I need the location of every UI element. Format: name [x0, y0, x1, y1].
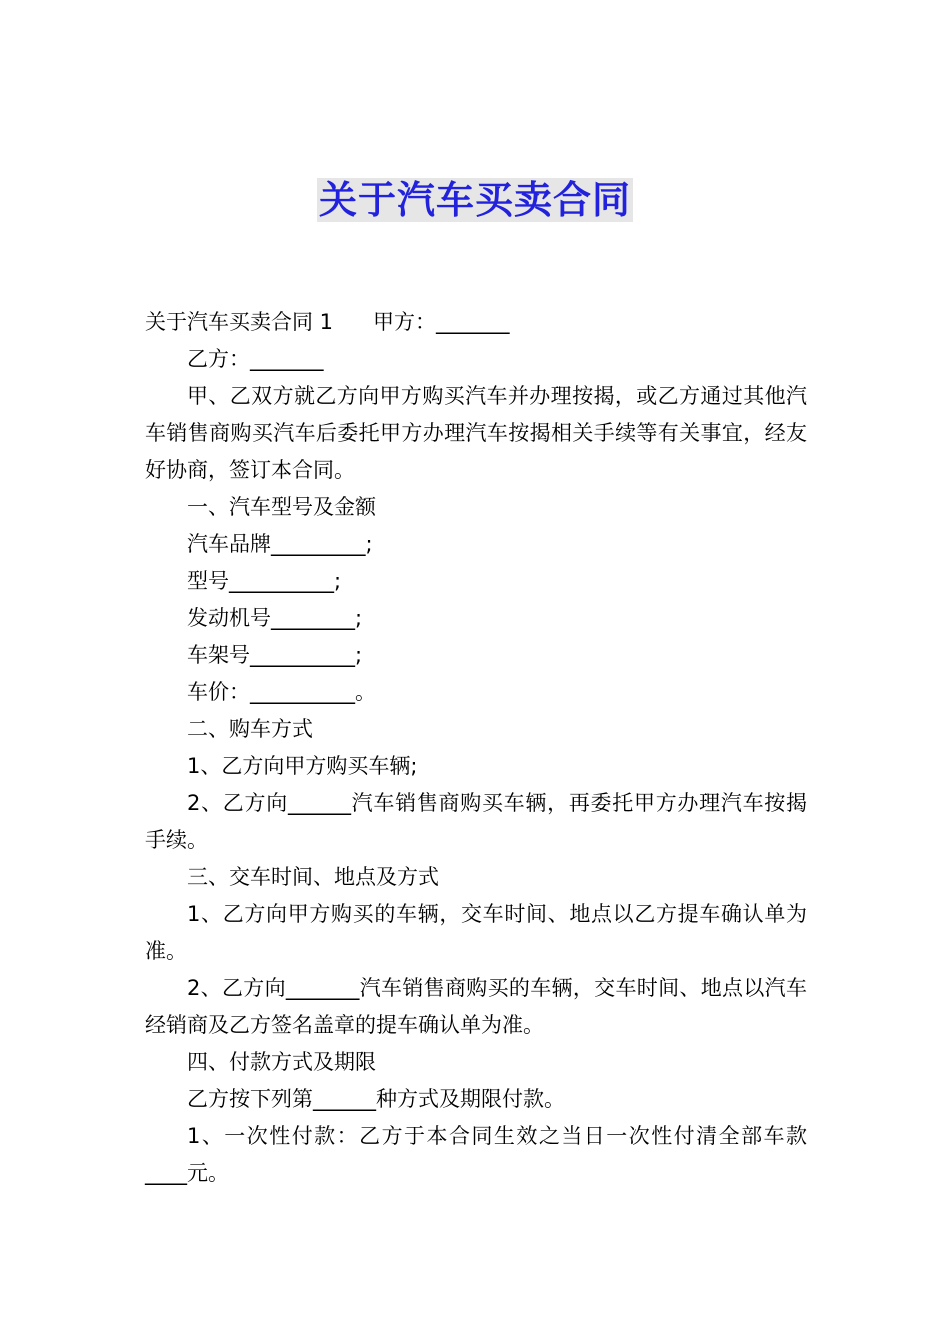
- delivery-clause-1: 1、乙方向甲方购买的车辆，交车时间、地点以乙方提车确认单为准。: [145, 902, 807, 963]
- payment-choice-line: 乙方按下列第______种方式及期限付款。: [187, 1087, 565, 1111]
- delivery-clause-2: 2、乙方向_______汽车销售商购买的车辆，交车时间、地点以汽车经销商及乙方签名盖章的提车确认单为准。: [145, 976, 807, 1037]
- document-title: [0, 176, 950, 224]
- preamble-paragraph: 甲、乙双方就乙方向甲方购买汽车并办理按揭，或乙方通过其他汽车销售商购买汽车后委托甲方办理汽车按揭相关手续等有关事宜，经友好协商，签订本合同。: [145, 384, 807, 482]
- purchase-method-1: 1、乙方向甲方购买车辆;: [187, 754, 418, 778]
- party-a-field: 甲方：_______: [373, 310, 510, 334]
- contract-heading-line: [145, 304, 807, 341]
- payment-option-1: 1、一次性付款：乙方于本合同生效之当日一次性付清全部车款____元。: [145, 1124, 807, 1185]
- car-price-field: 车价：__________。: [187, 680, 376, 704]
- car-brand-field: 汽车品牌_________;: [187, 532, 373, 556]
- car-model-field: 型号__________;: [187, 569, 342, 593]
- engine-number-field: 发动机号________;: [187, 606, 363, 630]
- section-2-heading: 二、购车方式: [187, 717, 313, 741]
- vin-field: 车架号__________;: [187, 643, 363, 667]
- section-1-heading: 一、汽车型号及金额: [187, 495, 376, 519]
- purchase-method-2: 2、乙方向______汽车销售商购买车辆，再委托甲方办理汽车按揭手续。: [145, 791, 807, 852]
- document-body: [145, 304, 807, 1192]
- party-b-field: 乙方：_______: [187, 347, 324, 371]
- contract-number-label: 关于汽车买卖合同 1: [145, 310, 334, 334]
- section-4-heading: 四、付款方式及期限: [187, 1050, 376, 1074]
- section-3-heading: 三、交车时间、地点及方式: [187, 865, 439, 889]
- title-text: 关于汽车买卖合同: [318, 178, 631, 222]
